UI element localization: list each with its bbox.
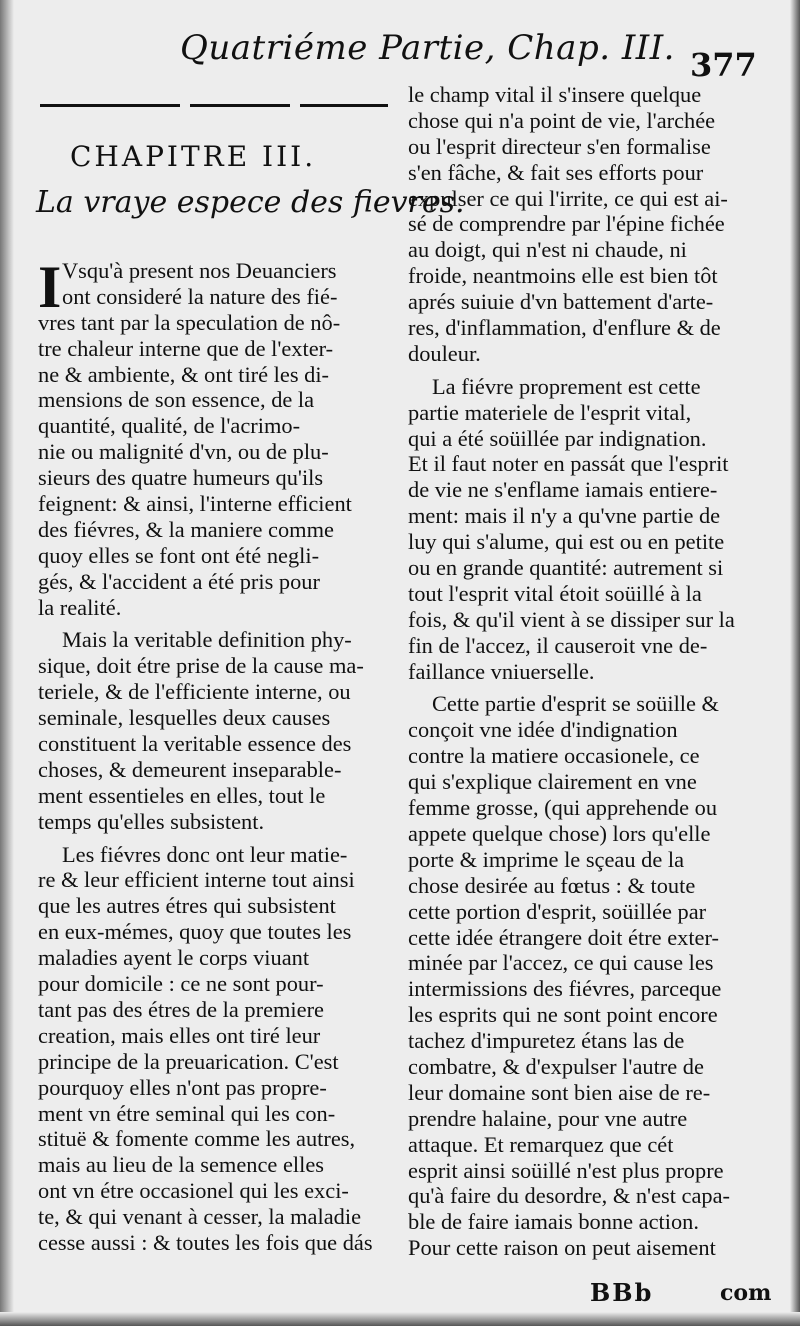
text-line: Mais la veritable definition phy- bbox=[62, 627, 352, 653]
text-line: femme grosse, (qui apprehende ou bbox=[408, 795, 718, 821]
text-line: principe de la preuarication. C'est bbox=[38, 1048, 339, 1074]
text-line: seminale, lesquelles deux causes bbox=[38, 705, 331, 731]
text-line: minée par l'accez, ce qui cause les bbox=[408, 950, 714, 976]
page-edge-shadow-bottom bbox=[0, 1312, 800, 1326]
text-line: Vsqu'à present nos Deuanciers bbox=[62, 258, 337, 283]
text-line: appete quelque chose) lors qu'elle bbox=[408, 820, 711, 846]
text-line: qui a été soüillée par indignation. bbox=[408, 425, 707, 451]
right-text-column bbox=[408, 82, 764, 1261]
text-line: leur domaine sont bien aise de re- bbox=[408, 1079, 711, 1105]
text-line: le champ vital il s'insere quelque bbox=[408, 82, 702, 107]
text-line: teriele, & de l'efficiente interne, ou bbox=[38, 679, 351, 705]
text-line: des fiévres, & la maniere comme bbox=[38, 516, 334, 542]
text-line: fin de l'accez, il causeroit vne de- bbox=[408, 632, 708, 658]
text-line: porte & imprime le sçeau de la bbox=[408, 846, 685, 872]
text-line: vres tant par la speculation de nô- bbox=[38, 309, 341, 335]
text-line: chose desirée au fœtus : & toute bbox=[408, 872, 696, 898]
text-line: prendre halaine, pour vne autre bbox=[408, 1105, 688, 1131]
text-line: cesse aussi : & toutes les fois que dás bbox=[38, 1229, 373, 1255]
text-line: feignent: & ainsi, l'interne efficient bbox=[38, 491, 352, 517]
chapter-title: CHAPITRE III. bbox=[70, 140, 317, 173]
text-line: aprés suiuie d'vn battement d'arte- bbox=[408, 289, 714, 315]
text-line: quoy elles se font ont été negli- bbox=[38, 542, 320, 568]
opening-paragraph bbox=[38, 254, 388, 320]
text-line: temps qu'elles subsistent. bbox=[38, 808, 265, 834]
text-line: contre la matiere occasionele, ce bbox=[408, 743, 700, 769]
left-text-column bbox=[38, 254, 388, 1256]
text-line: res, d'inflammation, d'enflure & de bbox=[408, 315, 721, 341]
text-line: constituent la veritable essence des bbox=[38, 731, 352, 757]
text-line: quantité, qualité, de l'acrimo- bbox=[38, 413, 301, 439]
text-line: qui s'explique clairement en vne bbox=[408, 769, 697, 795]
text-line: nie ou malignité d'vn, ou de plu- bbox=[38, 439, 329, 465]
text-line: ment essentieles en elles, tout le bbox=[38, 782, 326, 808]
text-line: ne & ambiente, & ont tiré les di- bbox=[38, 361, 330, 387]
text-line: sé de comprendre par l'épine fichée bbox=[408, 211, 725, 237]
page-number: 377 bbox=[690, 46, 757, 84]
text-line: mensions de son essence, de la bbox=[38, 387, 315, 413]
text-line: expulser ce qui l'irrite, ce qui est ai- bbox=[408, 185, 728, 211]
text-line: La fiévre proprement est cette bbox=[432, 373, 701, 399]
text-line: ble de faire iamais bonne action. bbox=[408, 1209, 699, 1235]
text-line: maladies ayent le corps viuant bbox=[38, 945, 310, 971]
text-line: creation, mais elles ont tiré leur bbox=[38, 1022, 321, 1048]
text-line: pour domicile : ce ne sont pour- bbox=[38, 971, 324, 997]
text-line: luy qui s'alume, qui est ou en petite bbox=[408, 529, 725, 555]
text-line: de vie ne s'enflame iamais entiere- bbox=[408, 477, 718, 503]
text-line: fois, & qu'il vient à se dissiper sur la bbox=[408, 606, 735, 632]
text-line: attaque. Et remarquez que cét bbox=[408, 1131, 674, 1157]
text-line: combatre, & d'expulser l'autre de bbox=[408, 1053, 704, 1079]
text-line: Pour cette raison on peut aisement bbox=[408, 1235, 716, 1261]
text-line: pourquoy elles n'ont pas propre- bbox=[38, 1074, 327, 1100]
chapter-subtitle: La vraye espece des fievres. bbox=[36, 185, 465, 220]
text-line: Les fiévres donc ont leur matie- bbox=[62, 841, 348, 867]
text-line: tout l'esprit vital étoit soüillé à la bbox=[408, 580, 702, 606]
text-line: sique, doit étre prise de la cause ma- bbox=[38, 653, 364, 679]
signature-mark: BBb bbox=[590, 1278, 654, 1307]
text-line: cette portion d'esprit, soüillée par bbox=[408, 898, 707, 924]
drop-cap: I bbox=[38, 254, 62, 320]
text-line: cette idée étrangere doit étre exter- bbox=[408, 924, 719, 950]
text-line: esprit ainsi soüillé n'est plus propre bbox=[408, 1157, 724, 1183]
ornament-rule-segment bbox=[300, 104, 388, 107]
text-line: tant pas des étres de la premiere bbox=[38, 996, 324, 1022]
text-line: qu'à faire du desordre, & n'est capa- bbox=[408, 1183, 731, 1209]
text-line: que les autres étres qui subsistent bbox=[38, 893, 336, 919]
catchword: com bbox=[720, 1280, 772, 1306]
text-line: chose qui n'a point de vie, l'archée bbox=[408, 107, 716, 133]
text-line: stituë & fomente comme les autres, bbox=[38, 1126, 356, 1152]
text-line: partie materiele de l'esprit vital, bbox=[408, 399, 692, 425]
text-line: s'en fâche, & fait ses efforts pour bbox=[408, 159, 704, 185]
text-line: Et il faut noter en passát que l'esprit bbox=[408, 451, 729, 477]
text-line: ont consideré la nature des fié- bbox=[62, 283, 338, 309]
text-line: sieurs des quatre humeurs qu'ils bbox=[38, 465, 324, 491]
text-line: ment: mais il n'y a qu'vne partie de bbox=[408, 503, 721, 529]
text-line: douleur. bbox=[408, 340, 481, 366]
text-line: gés, & l'accident a été pris pour bbox=[38, 568, 320, 594]
page-edge-shadow-right bbox=[790, 0, 800, 1326]
text-line: la realité. bbox=[38, 594, 122, 620]
text-line: au doigt, qui n'est ni chaude, ni bbox=[408, 237, 687, 263]
text-line: Cette partie d'esprit se soüille & bbox=[432, 691, 719, 717]
text-line: ment vn étre seminal qui les con- bbox=[38, 1100, 336, 1126]
running-head: Quatriéme Partie, Chap. III. bbox=[180, 28, 675, 68]
text-line: te, & qui venant à cesser, la maladie bbox=[38, 1204, 362, 1230]
text-line: ou l'esprit directeur s'en formalise bbox=[408, 133, 711, 159]
text-line: tre chaleur interne que de l'exter- bbox=[38, 335, 334, 361]
text-line: ou en grande quantité: autrement si bbox=[408, 555, 724, 581]
text-line: les esprits qui ne sont point encore bbox=[408, 1002, 718, 1028]
text-line: re & leur efficient interne tout ainsi bbox=[38, 867, 355, 893]
text-line: tachez d'impuretez étans las de bbox=[408, 1028, 685, 1054]
text-line: ont vn étre occasionel qui les exci- bbox=[38, 1178, 349, 1204]
text-line: mais au lieu de la semence elles bbox=[38, 1152, 324, 1178]
ornament-rule-segment bbox=[190, 104, 290, 107]
text-line: en eux-mémes, quoy que toutes les bbox=[38, 919, 352, 945]
text-line: froide, neantmoins elle est bien tôt bbox=[408, 263, 718, 289]
text-line: intermissions des fiévres, parceque bbox=[408, 976, 722, 1002]
page-edge-shadow-left bbox=[0, 0, 14, 1326]
text-line: faillance vniuerselle. bbox=[408, 658, 595, 684]
text-line: conçoit vne idée d'indignation bbox=[408, 717, 678, 743]
ornament-rule-segment bbox=[40, 104, 180, 107]
text-line: choses, & demeurent inseparable- bbox=[38, 756, 342, 782]
